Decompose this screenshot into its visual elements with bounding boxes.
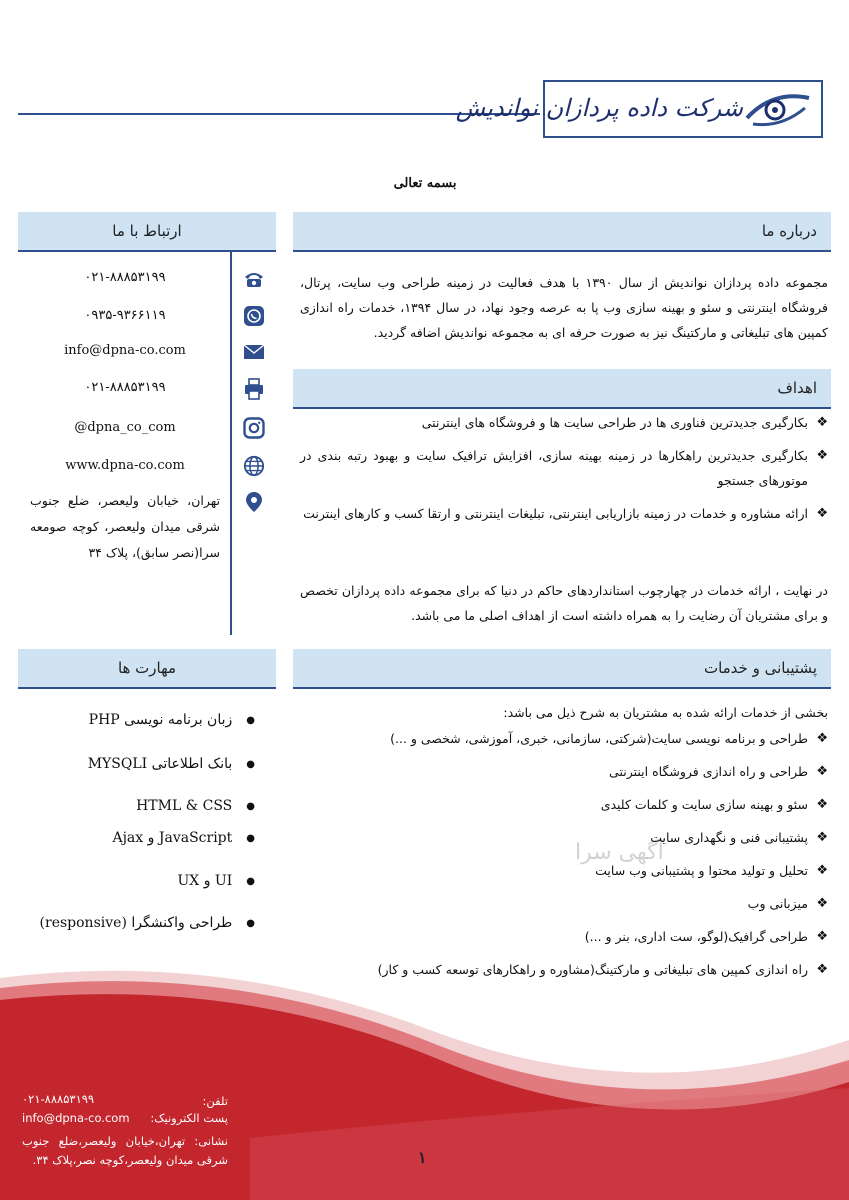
bullet-icon: ● <box>246 832 255 844</box>
list-item: ●بانک اطلاعاتی MYSQLI <box>87 756 255 772</box>
list-item: ❖ ارائه مشاوره و خدمات در زمینه بازاریابی اینترنتی، تبلیغات اینترنتی و ارتقا کسب و کارهای اینترنت <box>300 501 828 526</box>
list-item: ●طراحی واکنشگرا (responsive) <box>39 915 255 931</box>
basmala: بسمه تعالی <box>393 176 457 191</box>
services-list <box>300 726 828 990</box>
contact-address: تهران، خیابان ولیعصر، ضلع جنوب شرقی میدان ولیعصر، کوچه صومعه سرا(نصر سابق)، پلاک ۳۴ <box>30 493 220 560</box>
list-item: ●زبان برنامه نویسی PHP <box>88 712 255 728</box>
contact-website[interactable]: www.dpna-co.com <box>65 458 185 473</box>
list-item: ❖ طراحی گرافیک(لوگو، ست اداری، بنر و ...) <box>300 924 828 957</box>
logo-title: شرکت داده پردازان نواندیش <box>455 94 743 122</box>
bullet-icon: ● <box>246 714 255 726</box>
contact-heading: ارتباط با ما <box>18 212 276 252</box>
bullet-icon: ● <box>246 800 255 812</box>
contact-phone: ۰۲۱-۸۸۸۵۳۱۹۹ <box>84 270 166 285</box>
diamond-bullet-icon: ❖ <box>816 797 828 812</box>
diamond-bullet-icon: ❖ <box>816 929 828 944</box>
footer-phone: ۰۲۱-۸۸۸۵۳۱۹۹ <box>22 1092 95 1106</box>
diamond-bullet-icon: ❖ <box>816 830 828 845</box>
bullet-icon: ● <box>246 917 255 929</box>
diamond-bullet-icon: ❖ <box>816 731 828 746</box>
logo-mark-icon <box>743 88 813 132</box>
diamond-bullet-icon: ❖ <box>816 764 828 779</box>
printer-icon <box>243 378 265 400</box>
diamond-bullet-icon: ❖ <box>816 448 828 463</box>
list-item: ❖ پشتیبانی فنی و نگهداری سایت <box>300 825 828 858</box>
globe-icon <box>243 455 265 477</box>
bullet-icon: ● <box>246 758 255 770</box>
services-heading: پشتیبانی و خدمات <box>293 649 831 689</box>
bullet-icon: ● <box>246 875 255 887</box>
about-paragraph: مجموعه داده پردازان نواندیش از سال ۱۳۹۰ با هدف فعالیت در زمینه طراحی وب سایت، پرتال، فروشگاه اینترنتی و سئو و بهینه سازی وب پا به عرصه وجود نهاد، در سال ۱۳۹۴، خدمات راه اندازی کمپین های تبلیغاتی و مارکتینگ نیز به صورت حرفه ای به مجموعه نواندیش اضافه گردید. <box>300 275 828 340</box>
contact-mobile: ۰۹۳۵-۹۳۶۶۱۱۹ <box>84 308 166 323</box>
diamond-bullet-icon: ❖ <box>816 506 828 521</box>
footer-email[interactable]: info@dpna-co.com <box>22 1111 130 1125</box>
goals-heading: اهداف <box>293 369 831 409</box>
watermark: آگهی سرا <box>575 840 664 865</box>
page-number: ۱ <box>418 1148 427 1167</box>
list-item: ❖ راه اندازی کمپین های تبلیغاتی و مارکتینگ(مشاوره و راهکارهای توسعه کسب و کار) <box>300 957 828 990</box>
services-intro: بخشی از خدمات ارائه شده به مشتریان به شرح ذیل می باشد: <box>503 705 828 720</box>
goals-list <box>300 410 828 526</box>
instagram-icon <box>243 417 265 439</box>
list-item: ❖ تحلیل و تولید محتوا و پشتیبانی وب سایت <box>300 858 828 891</box>
list-item: ❖ طراحی و برنامه نویسی سایت(شرکتی، سازمانی، خبری، آموزشی، شخصی و ...) <box>300 726 828 759</box>
list-item: ❖ طراحی و راه اندازی فروشگاه اینترنتی <box>300 759 828 792</box>
footer-email-label: پست الکترونیک: <box>150 1111 228 1125</box>
list-item: ●HTML & CSS <box>136 798 255 814</box>
location-pin-icon <box>243 491 265 513</box>
company-logo <box>455 80 823 138</box>
list-item: ●JavaScript و Ajax <box>112 830 255 846</box>
list-item: ❖ سئو و بهینه سازی سایت و کلمات کلیدی <box>300 792 828 825</box>
list-item: ❖ بکارگیری جدیدترین راهکارها در زمینه بهینه سازی، افزایش ترافیک سایت و بهبود رتبه بندی در موتورهای جستجو <box>300 443 828 493</box>
diamond-bullet-icon: ❖ <box>816 863 828 878</box>
diamond-bullet-icon: ❖ <box>816 962 828 977</box>
footer-address: نشانی: تهران،خیابان ولیعصر،ضلع جنوب شرقی میدان ولیعصر،کوچه نصر،پلاک ۳۴. <box>22 1134 228 1167</box>
phone-icon <box>243 268 265 290</box>
diamond-bullet-icon: ❖ <box>816 415 828 430</box>
envelope-icon <box>243 341 265 363</box>
about-heading: درباره ما <box>293 212 831 252</box>
footer-phone-label: تلفن: <box>202 1094 228 1108</box>
goals-closing-paragraph: در نهایت ، ارائه خدمات در چهارچوب استانداردهای حاکم در دنیا که برای مجموعه داده پردازان تخصص و برای مشتریان آن رضایت را به همراه داشته است از اهداف اصلی ما می باشد. <box>300 583 828 623</box>
skills-heading: مهارت ها <box>18 649 276 689</box>
contact-divider <box>230 252 232 635</box>
contact-instagram[interactable]: @dpna_co_com <box>74 420 176 435</box>
contact-email[interactable]: info@dpna-co.com <box>64 343 186 358</box>
contact-fax: ۰۲۱-۸۸۸۵۳۱۹۹ <box>84 380 166 395</box>
list-item: ●UI و UX <box>177 873 255 889</box>
whatsapp-icon <box>243 305 265 327</box>
list-item: ❖ بکارگیری جدیدترین فناوری ها در طراحی سایت ها و فروشگاه های اینترنتی <box>300 410 828 435</box>
diamond-bullet-icon: ❖ <box>816 896 828 911</box>
list-item: ❖ میزبانی وب <box>300 891 828 924</box>
